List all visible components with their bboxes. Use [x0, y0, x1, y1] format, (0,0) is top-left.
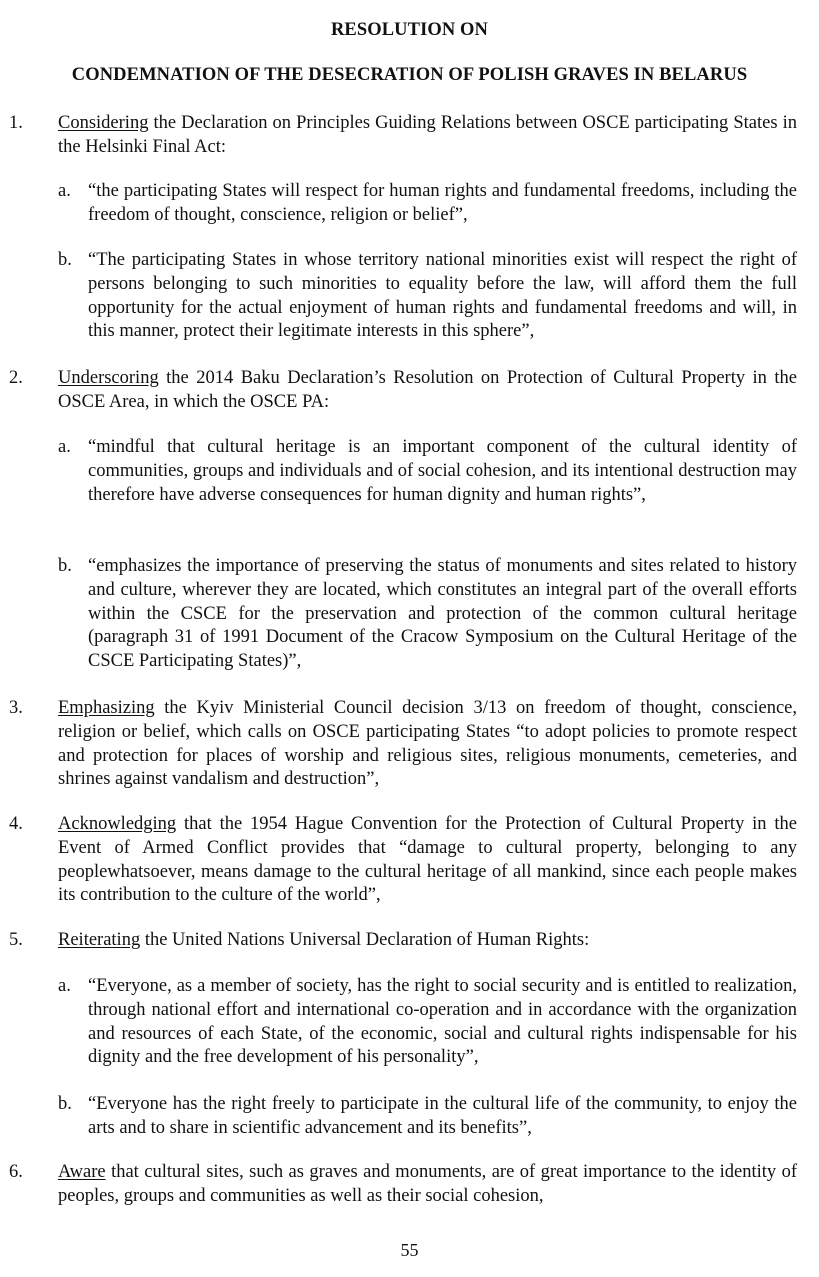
paragraph-text — [58, 367, 797, 415]
item-letter: a. — [58, 181, 71, 201]
item-text: “The participating States in whose territory national minorities exist will respect the right of persons belonging to such minorities to equality before the law, will afford them the full opportunity for the actual enjoyment of human rights and fundamental freedoms and will, in this manner, protect their legitimate interests in this sphere”, — [88, 250, 797, 342]
paragraph-keyword: Underscoring — [58, 368, 159, 388]
paragraph-body: the Declaration on Principles Guiding Relations between OSCE participating States in the Helsinki Final Act: — [58, 113, 797, 157]
item-letter: a. — [58, 437, 71, 457]
paragraph-number: 3. — [9, 698, 23, 718]
paragraph-2-item-a — [58, 436, 797, 507]
paragraph-2-item-b — [58, 555, 797, 674]
paragraph-text — [58, 112, 797, 160]
paragraph-3 — [9, 697, 797, 792]
paragraph-5 — [9, 929, 797, 953]
paragraph-keyword: Acknowledging — [58, 814, 177, 834]
page-number: 55 — [400, 1240, 419, 1260]
document-subtitle: CONDEMNATION OF THE DESECRATION OF POLISH GRAVES IN BELARUS — [71, 65, 748, 85]
item-letter: b. — [58, 250, 72, 270]
paragraph-6 — [9, 1161, 797, 1209]
paragraph-keyword: Emphasizing — [58, 698, 155, 718]
paragraph-body: the Kyiv Ministerial Council decision 3/13 on freedom of thought, conscience, religion or belief, which calls on OSCE participating States “to adopt policies to promote respect and protection for places of worship and religious sites, religious monuments, cemeteries, and shrines against vandalism and destruction”, — [58, 698, 797, 790]
paragraph-number: 1. — [9, 113, 23, 133]
paragraph-number: 2. — [9, 368, 23, 388]
paragraph-4 — [9, 813, 797, 908]
paragraph-text — [58, 813, 797, 908]
paragraph-keyword: Reiterating — [58, 930, 141, 950]
paragraph-1 — [9, 112, 797, 160]
item-text: “Everyone has the right freely to participate in the cultural life of the community, to enjoy the arts and to share in scientific advancement and its benefits”, — [88, 1094, 797, 1138]
paragraph-keyword: Aware — [58, 1162, 106, 1182]
paragraph-text — [58, 929, 797, 953]
paragraph-5-item-b — [58, 1093, 797, 1141]
paragraph-1-item-a — [58, 180, 797, 228]
paragraph-text — [58, 697, 797, 792]
item-text: “emphasizes the importance of preserving the status of monuments and sites related to history and culture, wherever they are located, which constitutes an integral part of the overall efforts within the CSCE for the preservation and protection of the common cultural heritage (paragraph 31 of 1991 Document of the Cracow Symposium on the Cultural Heritage of the CSCE Participating States)”, — [88, 556, 797, 672]
item-text: “mindful that cultural heritage is an important component of the cultural identity of communities, groups and individuals and of social cohesion, and its intentional destruction may therefore have adverse consequences for human dignity and human rights”, — [88, 437, 797, 505]
paragraph-keyword: Considering — [58, 113, 149, 133]
paragraph-body: the United Nations Universal Declaration of Human Rights: — [140, 930, 590, 950]
paragraph-body: that the 1954 Hague Convention for the Protection of Cultural Property in the Event of Armed Conflict provides that “damage to cultural property, belonging to any peoplewhatsoever, means damage to the cultural heritage of all mankind, since each people makes its contribution to the culture of the world”, — [58, 814, 797, 906]
paragraph-text — [58, 1161, 797, 1209]
item-letter: a. — [58, 976, 71, 996]
document-title: RESOLUTION ON — [330, 20, 489, 40]
paragraph-number: 4. — [9, 814, 23, 834]
paragraph-body: that cultural sites, such as graves and monuments, are of great importance to the identity of peoples, groups and communities as well as their social cohesion, — [58, 1162, 797, 1206]
item-letter: b. — [58, 556, 72, 576]
item-text: “the participating States will respect for human rights and fundamental freedoms, including the freedom of thought, conscience, religion or belief”, — [88, 181, 797, 225]
paragraph-number: 6. — [9, 1162, 23, 1182]
paragraph-2 — [9, 367, 797, 415]
item-text: “Everyone, as a member of society, has the right to social security and is entitled to realization, through national effort and international co-operation and in accordance with the organization and resources of each State, of the economic, social and cultural rights indispensable for his dignity and the free development of his personality”, — [88, 976, 797, 1068]
paragraph-number: 5. — [9, 930, 23, 950]
item-letter: b. — [58, 1094, 72, 1114]
paragraph-5-item-a — [58, 975, 797, 1070]
paragraph-1-item-b — [58, 249, 797, 344]
paragraph-body: the 2014 Baku Declaration’s Resolution on Protection of Cultural Property in the OSCE Area, in which the OSCE PA: — [58, 368, 797, 412]
